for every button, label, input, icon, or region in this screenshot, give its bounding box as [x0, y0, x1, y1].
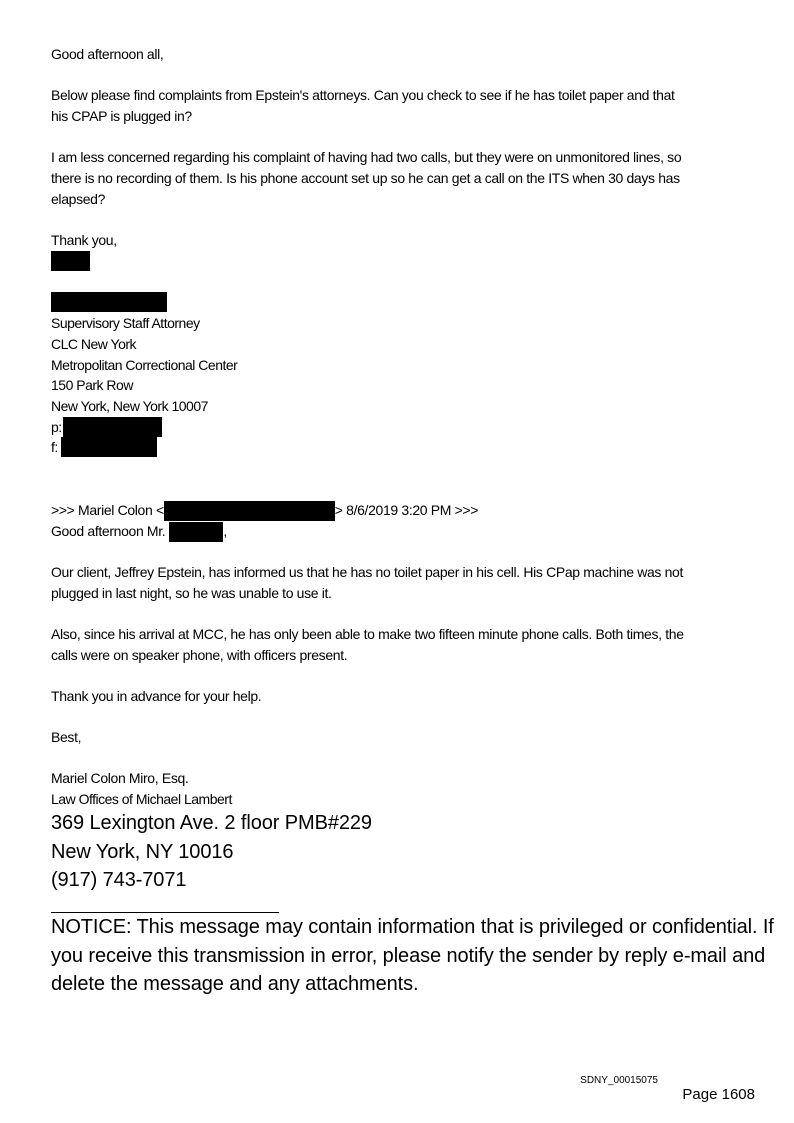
address-line: 369 Lexington Ave. 2 floor PMB#229	[51, 812, 372, 834]
paragraph-line: elapsed?	[51, 191, 106, 207]
signature-street: 150 Park Row	[51, 377, 133, 393]
fax-label: f:	[51, 439, 58, 455]
redaction-block	[51, 292, 167, 312]
phone-label: p:	[51, 419, 62, 435]
phone-number: (917) 743-7071	[51, 869, 187, 891]
paragraph-line: I am less concerned regarding his complaint of having had two calls, but they were on unmonitored lines, so	[51, 149, 682, 165]
closing: Thank you,	[51, 232, 117, 248]
signature-fax	[51, 437, 58, 457]
signature-office: CLC New York	[51, 336, 137, 352]
greeting: Good afternoon all,	[51, 46, 164, 62]
paragraph-line: there is no recording of them. Is his phone account set up so he can get a call on the ITS when 30 days has	[51, 170, 680, 186]
notice-line: delete the message and any attachments.	[51, 973, 419, 995]
notice-line: NOTICE: This message may contain information that is privileged or confidential. If	[51, 916, 774, 938]
redaction-block	[164, 501, 335, 521]
forward-header	[51, 500, 478, 521]
signature-title: Supervisory Staff Attorney	[51, 315, 200, 331]
notice-line: you receive this transmission in error, please notify the sender by reply e-mail and	[51, 945, 766, 967]
address-line: New York, NY 10016	[51, 841, 234, 863]
paragraph-line: Our client, Jeffrey Epstein, has informed us that he has no toilet paper in his cell. His CPap machine was not	[51, 564, 684, 580]
redaction-block	[51, 251, 90, 271]
paragraph-line: calls were on speaker phone, with officers present.	[51, 647, 348, 663]
page-footer	[580, 1075, 755, 1103]
paragraph-line: plugged in last night, so he was unable to use it.	[51, 585, 332, 601]
paragraph-line: his CPAP is plugged in?	[51, 108, 192, 124]
signature-phone	[51, 417, 62, 437]
signature-city: New York, New York 10007	[51, 398, 208, 414]
redaction-block	[61, 437, 157, 457]
forward-greeting	[51, 521, 227, 542]
closing: Best,	[51, 729, 82, 745]
forward-greeting-prefix: Good afternoon Mr.	[51, 523, 166, 539]
forward-greeting-suffix: ,	[223, 523, 227, 539]
redaction-block	[169, 522, 223, 542]
bates-number: SDNY_00015075	[580, 1075, 658, 1086]
paragraph-line: Also, since his arrival at MCC, he has only been able to make two fifteen minute phone calls. Both times, the	[51, 626, 684, 642]
page-number: Page 1608	[682, 1086, 755, 1103]
sender-name: Mariel Colon Miro, Esq.	[51, 770, 189, 786]
forward-header-suffix: > 8/6/2019 3:20 PM >>>	[334, 502, 479, 518]
sender-firm: Law Offices of Michael Lambert	[51, 791, 232, 807]
paragraph-line: Below please find complaints from Epstein's attorneys. Can you check to see if he has toilet paper and that	[51, 87, 675, 103]
forward-header-prefix: >>> Mariel Colon <	[51, 502, 164, 518]
signature-institution: Metropolitan Correctional Center	[51, 357, 238, 373]
redaction-block	[63, 417, 162, 437]
thanks-line: Thank you in advance for your help.	[51, 688, 262, 704]
